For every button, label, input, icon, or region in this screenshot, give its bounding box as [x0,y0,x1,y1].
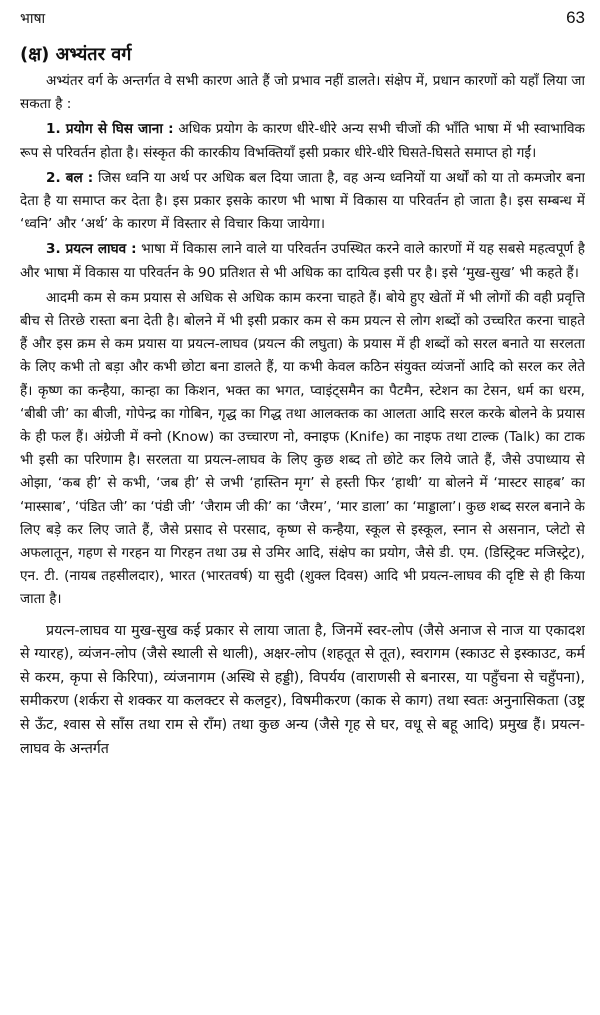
paragraph-effort-economy [20,238,585,284]
paragraph-examples [20,287,585,612]
page-number: 63 [566,8,585,27]
paragraph-stress [20,167,585,237]
book-page [20,8,585,1008]
paragraph-stress-heading: 2. बल : [46,169,94,186]
paragraph-wear-by-use-text: अधिक प्रयोग के कारण धीरे-धीरे अन्य सभी चीजों की भाँति भाषा में भी स्वाभाविक रूप से परिवर्तन होता है। संस्कृत की कारकीय विभक्तियाँ इसी प्रकार धीरे-धीरे घिसते-घिसते समाप्त हो गईं। [20,121,585,161]
paragraph-effort-economy-heading: 3. प्रयत्न लाघव : [46,241,137,258]
paragraph-types-text: प्रयत्न-लाघव या मुख-सुख कई प्रकार से लाया जाता है, जिनमें स्वर-लोप (जैसे अनाज से नाज या एकादश से ग्यारह), व्यंजन-लोप (जैसे स्थाली से थाली), अक्षर-लोप (शहतूत से तूत), स्वरागम (स्काउट से इस्काउट, कर्म से करम, कृपा से किरिपा), व्यंजनागम (अस्थि से हड्डी), विपर्यय (वाराणसी से बनारस, या पहुँचना से चहुँपना), समीकरण (शर्करा से शक्कर या कलक्टर से कलट्टर), विषमीकरण (काक से काग) तथा स्वतः अनुनासिकता (उष्ट्र से ऊँट, श्वास से साँस तथा राम से राँम) तथा कुछ अन्य (जैसे गृह से घर, वधू से बहू आदि) प्रमुख हैं। प्रयत्न-लाघव के अन्तर्गत [20,622,585,757]
running-head-title: भाषा [20,11,46,27]
section-title: (क्ष) अभ्यंतर वर्ग [20,44,132,65]
paragraph-intro-text: अभ्यंतर वर्ग के अन्तर्गत वे सभी कारण आते हैं जो प्रभाव नहीं डालते। संक्षेप में, प्रधान कारणों को यहाँ लिया जा सकता है : [20,73,585,113]
paragraph-stress-text: जिस ध्वनि या अर्थ पर अधिक बल दिया जाता है, वह अन्य ध्वनियों या अर्थों को या तो कमजोर बना देता है या समाप्त कर देता है। इस प्रकार इसके कारण भी भाषा में विकास या परिवर्तन हो जाता है। इस सम्बन्ध में ‘ध्वनि’ और ‘अर्थ’ के कारण में विस्तार से विचार किया जायेगा। [20,169,585,233]
paragraph-wear-by-use-heading: 1. प्रयोग से घिस जाना : [46,121,174,138]
paragraph-effort-economy-text: भाषा में विकास लाने वाले या परिवर्तन उपस्थित करने वाले कारणों में यह सबसे महत्वपूर्ण है और भाषा में विकास या परिवर्तन के 90 प्रतिशत से भी अधिक का दायित्व इसी पर है। इसे ‘मुख-सुख’ भी कहते हैं। [20,241,585,281]
paragraph-examples-text: आदमी कम से कम प्रयास से अधिक से अधिक काम करना चाहते हैं। बोये हुए खेतों में भी लोगों की वही प्रवृत्ति बीच से तिरछे रास्ता बना देती है। बोलने में भी इसी प्रकार कम से कम प्रयत्न से लोग शब्दों को उच्चरित करना चाहते हैं और इस क्रम से कम प्रयास या प्रयत्न-लाघव (प्रयत्न की लघुता) के प्रयास में ही शब्दों को सरल बनाते या सरलता के लिए कभी तो बड़ा और कभी छोटा बना डालते हैं, या कभी केवल कठिन संयुक्त व्यंजनों आदि को सरल कर लेते हैं। कृष्ण का कन्हैया, कान्हा का किशन, भक्त का भगत, प्वाइंट्समैन का पैटमैन, स्टेशन का टेसन, धर्म का धरम, ‘बीबी जी’ का बीजी, गोपेन्द्र का गोबिन, गृद्ध का गिद्ध तथा आलक्तक का आलता आदि सरल करके बोलने के प्रयास के ही फल हैं। अंग्रेजी में क्नो (Know) का उच्चारण नो, क्नाइफ (Knife) का नाइफ तथा टाल्क (Talk) का टाक भी इसी का परिणाम है। सरलता या प्रयत्न-लाघव के लिए कुछ शब्द तो छोटे कर लिये जाते हैं, जैसे उपाध्याय से ओझा, ‘कब ही’ से कभी, ‘जब ही’ से जभी ‘हास्तिन मृग’ से हस्ती फिर ‘हाथी’ या बोलने में ‘मास्टर साहब’ का ‘मास्साब’, ‘पंडित जी’ का ‘पंडी जी’ ‘जैराम जी की’ का ‘जैरम’, ‘मार डाला’ का ‘माड्डाला’। कुछ शब्द सरल बनाने के लिए बड़े कर लिए जाते हैं, जैसे प्रसाद से परसाद, कृष्ण से कन्हैया, स्कूल से इस्कूल, स्नान से असनान, प्लेटो से अफलातून, गहण से गरहन या गिरहन तथा उम्र से उमिर आदि, संक्षेप का प्रयोग, जैसे डी. एम. (डिस्ट्रिक्ट मजिस्ट्रेट), एन. टी. (नायब तहसीलदार), भारत (भारतवर्ष) या सुदी (शुक्ल दिवस) आदि भी प्रयत्न-लाघव की दृष्टि से ही किया जाता है। [20,289,585,608]
paragraph-types [20,620,585,762]
running-header [20,8,585,36]
paragraph-wear-by-use [20,118,585,164]
paragraph-intro [20,70,585,116]
